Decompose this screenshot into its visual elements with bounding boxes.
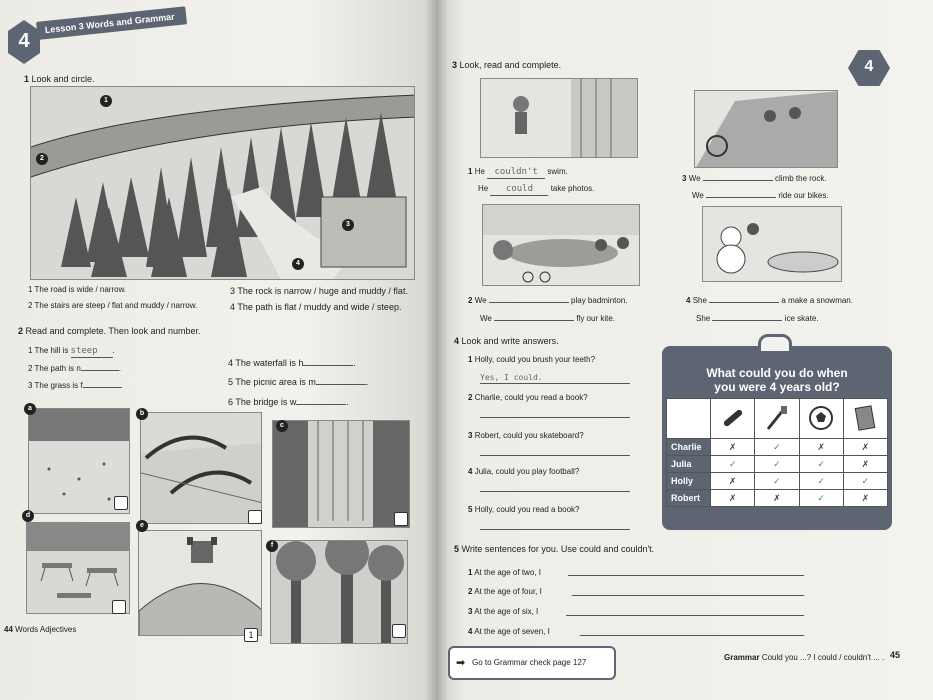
unit-number: 4: [18, 30, 30, 52]
arrow-right-icon: ➡: [456, 657, 466, 669]
ex3-picture-3: [694, 90, 838, 168]
picture-letter-a: a: [24, 403, 36, 415]
left-footer: [4, 624, 76, 635]
skateboard-icon: [711, 399, 755, 439]
grammar-check-text: Go to Grammar check page 127: [472, 658, 587, 667]
ex3-item-2-line2: We fly our kite.: [480, 314, 616, 323]
ex4-q3: 3 Robert, could you skateboard?: [468, 431, 584, 440]
ex4-q1: 1 Holly, could you brush your teeth?: [468, 355, 596, 364]
answer-box-d[interactable]: [112, 600, 126, 614]
ex1-marker-3: 3: [342, 219, 354, 231]
picture-b-bridge: [140, 412, 262, 524]
ex4-q2: 2 Charlie, could you read a book?: [468, 393, 588, 402]
ex3-item-4-line2: She ice skate.: [696, 314, 819, 323]
ex2-item-3: 3 The grass is f .: [28, 381, 123, 390]
ex5-item-1: 1 At the age of two, I: [468, 568, 541, 577]
answer-box-c[interactable]: [394, 512, 408, 526]
ex4-answer-4[interactable]: [480, 484, 630, 492]
ex1-marker-4: 4: [292, 258, 304, 270]
ex2-answer-6[interactable]: [296, 396, 346, 405]
table-row: Charlie ✗ ✓ ✗ ✗: [667, 439, 888, 456]
ex3-answer-1a[interactable]: couldn't: [487, 167, 545, 179]
book-icon: [843, 399, 887, 439]
landscape-illustration: [31, 87, 415, 280]
ex4-heading: 4 Look and write answers.: [454, 336, 559, 346]
unit-tab-number: 4: [864, 58, 874, 75]
ex5-item-3: 3 At the age of six, I: [468, 607, 539, 616]
right-footer: [724, 652, 884, 663]
picture-c-waterfall: [272, 420, 410, 528]
book-spine: [424, 0, 448, 700]
answer-box-e[interactable]: 1: [244, 628, 258, 642]
ex3-item-2-line1: 2 We play badminton.: [468, 296, 628, 305]
ex5-item-4: 4 At the age of seven, I: [468, 627, 550, 636]
chart-clip: [758, 334, 792, 354]
ex1-item-2: 2 The stairs are steep / flat and muddy / narrow.: [28, 301, 198, 310]
ability-chart-panel: [662, 346, 892, 530]
ex1-item-4: 4 The path is flat / muddy and wide / steep.: [230, 302, 402, 312]
picture-letter-d: d: [22, 510, 34, 522]
lesson-title: Lesson 3 Words and Grammar: [44, 11, 176, 36]
left-page-number: 44: [4, 625, 13, 634]
ex2-item-6: 6 The bridge is w .: [228, 397, 349, 407]
ex3-answer-3b[interactable]: [706, 189, 776, 198]
ex4-answer-5[interactable]: [480, 522, 630, 530]
left-page: [0, 0, 436, 700]
ability-table: [666, 398, 888, 507]
table-row: Robert ✗ ✗ ✓ ✗: [667, 490, 888, 507]
football-icon: [799, 399, 843, 439]
lesson-banner: [36, 6, 187, 40]
ex3-picture-1: [480, 78, 638, 158]
picture-letter-f: f: [266, 540, 278, 552]
picture-letter-b: b: [136, 408, 148, 420]
ex4-q4: 4 Julia, could you play football?: [468, 467, 580, 476]
ex2-answer-1[interactable]: steep: [71, 346, 113, 358]
ex5-answer-4[interactable]: [580, 628, 804, 636]
ex5-answer-1[interactable]: [568, 568, 804, 576]
ex2-item-1: 1 The hill is steep .: [28, 346, 115, 356]
ex5-answer-3[interactable]: [566, 608, 804, 616]
picture-letter-c: c: [276, 420, 288, 432]
ex1-marker-2: 2: [36, 153, 48, 165]
ex3-item-4-line1: 4 She a make a snowman.: [686, 296, 853, 305]
ex1-item-3: 3 The rock is narrow / huge and muddy / flat.: [230, 286, 408, 296]
ex2-heading: 2 Read and complete. Then look and number.: [18, 326, 201, 336]
ex4-answer-3[interactable]: [480, 448, 630, 456]
ex3-answer-1b[interactable]: could: [490, 184, 548, 196]
grammar-check-link[interactable]: [448, 646, 616, 680]
ex2-answer-3[interactable]: [83, 379, 121, 388]
picture-e-hill: [138, 530, 262, 636]
ex5-answer-2[interactable]: [572, 588, 804, 596]
ex5-item-2: 2 At the age of four, I: [468, 587, 542, 596]
chart-title-line2: you were 4 years old?: [714, 380, 840, 394]
ex3-item-1-line1: 1 He couldn't swim.: [468, 167, 568, 177]
ex2-item-5: 5 The picnic area is m .: [228, 377, 369, 387]
ex2-item-4: 4 The waterfall is h .: [228, 358, 356, 368]
answer-box-a[interactable]: [114, 496, 128, 510]
ex2-answer-5[interactable]: [316, 376, 366, 385]
ex3-answer-3a[interactable]: [703, 172, 773, 181]
ex3-item-1-line2: He could take photos.: [478, 184, 595, 194]
ex3-answer-4a[interactable]: [709, 294, 779, 303]
ex1-marker-1: 1: [100, 95, 112, 107]
ex3-picture-2: [482, 204, 640, 286]
answer-box-f[interactable]: [392, 624, 406, 638]
ex1-landscape-picture: [30, 86, 415, 280]
grammar-footer-text: Could you ...? I could / couldn't ... .: [761, 653, 885, 662]
chart-title-line1: What could you do when: [706, 366, 848, 380]
ex3-answer-2a[interactable]: [489, 294, 569, 303]
ex2-answer-4[interactable]: [303, 357, 353, 366]
grammar-label: Grammar: [724, 653, 760, 662]
picture-f-forest: [270, 540, 408, 644]
ex3-heading: 3 Look, read and complete.: [452, 60, 562, 70]
left-footer-text: Words Adjectives: [15, 625, 77, 634]
ex1-item-1: 1 The road is wide / narrow.: [28, 285, 127, 294]
ex2-item-2: 2 The path is n .: [28, 364, 122, 373]
ex4-q5: 5 Holly, could you read a book?: [468, 505, 580, 514]
ex4-answer-2[interactable]: [480, 410, 630, 418]
right-page: [436, 0, 933, 700]
ability-table-header: [667, 399, 888, 439]
ex3-answer-2b[interactable]: [494, 312, 574, 321]
toothbrush-icon: [755, 399, 799, 439]
table-row: Julia ✓ ✓ ✓ ✗: [667, 456, 888, 473]
ex3-answer-4b[interactable]: [712, 312, 782, 321]
ex2-answer-2[interactable]: [81, 362, 119, 371]
ex5-heading: 5 Write sentences for you. Use could and couldn't.: [454, 544, 655, 554]
ex4-answer-1[interactable]: Yes, I could.: [480, 372, 630, 384]
right-page-number: 45: [890, 650, 901, 660]
picture-letter-e: e: [136, 520, 148, 532]
answer-box-b[interactable]: [248, 510, 262, 524]
ex3-picture-4: [702, 206, 842, 282]
ex3-item-3-line1: 3 We climb the rock.: [682, 174, 827, 183]
table-row: Holly ✗ ✓ ✓ ✓: [667, 473, 888, 490]
ex1-heading: 1 Look and circle.: [24, 74, 95, 84]
ex3-item-3-line2: We ride our bikes.: [692, 191, 829, 200]
